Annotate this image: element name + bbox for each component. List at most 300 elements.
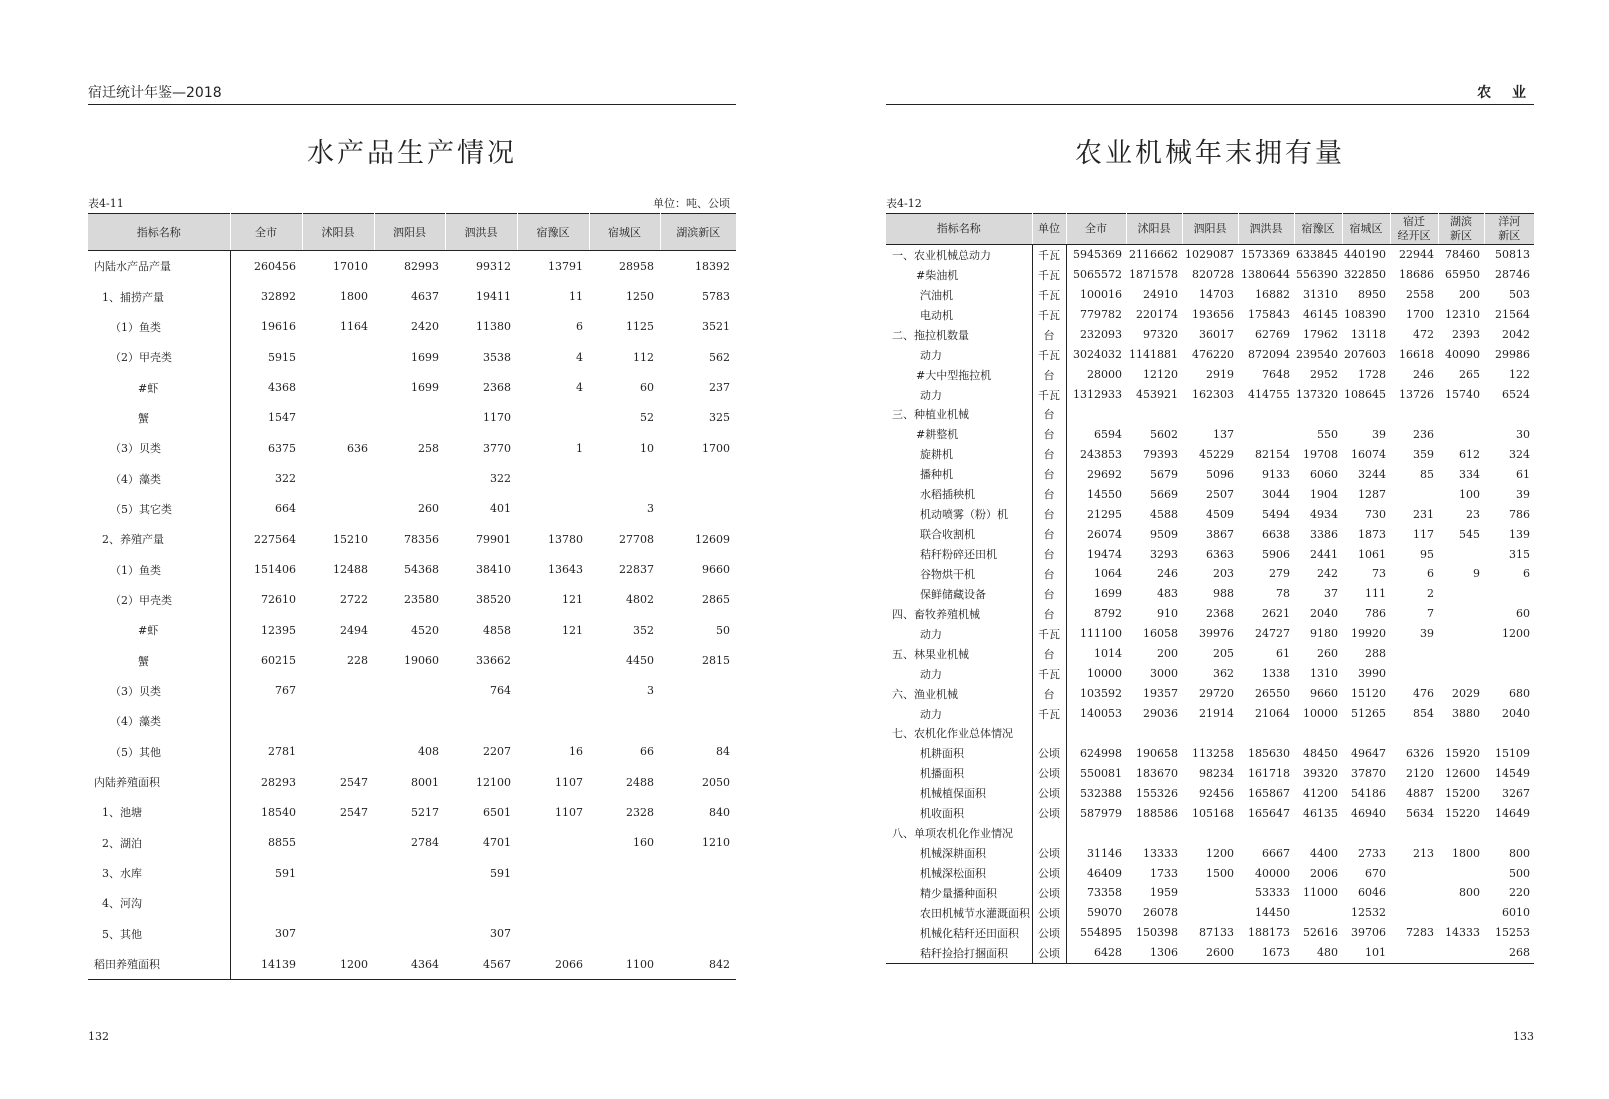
table-row: [886, 245, 1534, 265]
cell-value: 307: [490, 927, 511, 941]
row-label: 三、种植业机械: [886, 405, 1032, 425]
cell-value: 2815: [702, 654, 730, 668]
table-row: [88, 342, 736, 372]
table-header-row: [88, 214, 736, 251]
row-label: 水稻插秧机: [886, 484, 1032, 504]
cell-value: 122: [1509, 368, 1530, 382]
cell-value: [302, 706, 374, 736]
cell-value: 2116662: [1129, 248, 1178, 262]
table-row: [886, 943, 1534, 963]
cell-value: 5634: [1406, 806, 1434, 820]
row-label: （1）鱼类: [88, 312, 230, 342]
cell-value: 101: [1342, 943, 1390, 963]
row-label: 动力: [886, 664, 1032, 684]
cell-value: 10000: [1087, 667, 1122, 681]
cell-value: 260456: [254, 259, 296, 273]
cell-value: 112: [633, 350, 654, 364]
cell-value: 21295: [1087, 507, 1122, 521]
cell-value: [660, 463, 736, 493]
cell-value: 246: [1413, 368, 1434, 382]
cell-value: 3990: [1358, 667, 1386, 681]
cell-value: 220174: [1136, 308, 1178, 322]
cell-value: 4368: [268, 381, 296, 395]
cell-value: [1066, 823, 1126, 843]
cell-value: [660, 919, 736, 949]
cell-value: [302, 463, 374, 493]
cell-value: 37870: [1351, 766, 1386, 780]
cell-value: 213: [1413, 846, 1434, 860]
cell-value: [1438, 544, 1484, 564]
row-label: 4、河沟: [88, 888, 230, 918]
cell-value: 988: [1213, 587, 1234, 601]
cell-value: 414755: [1248, 388, 1290, 402]
cell-value: [660, 706, 736, 736]
table-row: [88, 828, 736, 858]
table-row: [88, 251, 736, 282]
cell-value: 453921: [1136, 388, 1178, 402]
cell-value: [1126, 823, 1182, 843]
row-label: 二、拖拉机数量: [886, 325, 1032, 345]
table-row: [886, 305, 1534, 325]
cell-value: 65950: [1445, 268, 1480, 282]
cell-value: 59070: [1087, 906, 1122, 920]
running-header: 宿迁统计年鉴—2018: [88, 84, 736, 105]
cell-value: 12600: [1445, 766, 1480, 780]
cell-value: 2: [1427, 587, 1434, 601]
cell-value: 6375: [268, 441, 296, 455]
cell-value: 12609: [695, 532, 730, 546]
cell-value: [1390, 644, 1438, 664]
agricultural-machinery-table: [886, 213, 1534, 964]
cell-value: 185630: [1248, 746, 1290, 760]
cell-value: 854: [1413, 707, 1434, 721]
cell-value: 161718: [1248, 766, 1290, 780]
cell-value: 2547: [340, 805, 368, 819]
row-label: 一、农业机械总动力: [886, 245, 1032, 265]
cell-value: 11: [569, 290, 583, 304]
cell-value: 6060: [1310, 467, 1338, 481]
cell-value: 27708: [619, 532, 654, 546]
cell-value: 232093: [1080, 328, 1122, 342]
cell-value: 2207: [483, 745, 511, 759]
cell-value: 2865: [702, 593, 730, 607]
table-row: [886, 624, 1534, 644]
cell-value: [1390, 484, 1438, 504]
cell-value: 767: [275, 684, 296, 698]
cell-value: 779782: [1080, 308, 1122, 322]
cell-value: 103592: [1080, 687, 1122, 701]
cell-value: 21914: [1199, 707, 1234, 721]
cell-value: 60: [640, 381, 654, 395]
cell-value: 2420: [411, 320, 439, 334]
table-row: [886, 704, 1534, 724]
unit-cell: 台: [1032, 444, 1066, 464]
row-label: 播种机: [886, 464, 1032, 484]
cell-value: 3521: [702, 320, 730, 334]
cell-value: 15120: [1351, 687, 1386, 701]
cell-value: 38520: [476, 593, 511, 607]
cell-value: 97320: [1143, 328, 1178, 342]
cell-value: 12100: [476, 775, 511, 789]
cell-value: 239540: [1296, 348, 1338, 362]
cell-value: 5217: [411, 805, 439, 819]
cell-value: 52: [640, 411, 654, 425]
cell-value: 46135: [1303, 806, 1338, 820]
cell-value: 5602: [1150, 427, 1178, 441]
row-label: 精少量播种面积: [886, 883, 1032, 903]
cell-value: 2919: [1206, 368, 1234, 382]
table-row: [88, 312, 736, 342]
table-row: [88, 676, 736, 706]
cell-value: 23: [1466, 507, 1480, 521]
cell-value: 140053: [1080, 707, 1122, 721]
cell-value: [374, 463, 445, 493]
row-label: （5）其它类: [88, 494, 230, 524]
cell-value: 2600: [1182, 943, 1238, 963]
cell-value: 322850: [1344, 268, 1386, 282]
row-label: （4）藻类: [88, 706, 230, 736]
cell-value: 3538: [483, 350, 511, 364]
cell-value: 3386: [1310, 527, 1338, 541]
column-header: 沭阳县: [302, 214, 374, 251]
unit-cell: 台: [1032, 424, 1066, 444]
cell-value: 16074: [1351, 447, 1386, 461]
cell-value: 1100: [589, 949, 660, 980]
table-row: [886, 604, 1534, 624]
cell-value: [1126, 724, 1182, 744]
cell-value: 1125: [626, 320, 654, 334]
cell-value: [1294, 724, 1342, 744]
row-label: （3）贝类: [88, 676, 230, 706]
cell-value: [1484, 584, 1534, 604]
table-row: [886, 345, 1534, 365]
row-label: 5、其他: [88, 919, 230, 949]
unit-cell: 公顷: [1032, 763, 1066, 783]
row-label: 内陆水产品产量: [88, 251, 230, 282]
unit-cell: 台: [1032, 484, 1066, 504]
cell-value: 73: [1372, 567, 1386, 581]
unit-cell: 公顷: [1032, 903, 1066, 923]
unit-cell: 台: [1032, 604, 1066, 624]
cell-value: 60: [1516, 607, 1530, 621]
cell-value: 1380644: [1241, 268, 1290, 282]
row-label: 机械深耕面积: [886, 843, 1032, 863]
column-header: 洋河 新区: [1484, 214, 1534, 245]
cell-value: 14649: [1495, 806, 1530, 820]
row-label: #耕整机: [886, 424, 1032, 444]
row-label: 谷物烘干机: [886, 564, 1032, 584]
cell-value: 670: [1365, 866, 1386, 880]
cell-value: [517, 645, 589, 675]
cell-value: 2029: [1452, 687, 1480, 701]
page-number: 132: [88, 1030, 109, 1043]
cell-value: 15920: [1445, 746, 1480, 760]
cell-value: 165647: [1248, 806, 1290, 820]
cell-value: 29720: [1199, 687, 1234, 701]
cell-value: 307: [275, 927, 296, 941]
unit-cell: 台: [1032, 544, 1066, 564]
row-label: 动力: [886, 385, 1032, 405]
cell-value: 11000: [1303, 886, 1338, 900]
table-row: [88, 433, 736, 463]
cell-value: 4802: [626, 593, 654, 607]
cell-value: 108645: [1344, 388, 1386, 402]
column-header: 全市: [1066, 214, 1126, 245]
cell-value: [302, 494, 374, 524]
cell-value: 408: [418, 745, 439, 759]
cell-value: 105168: [1192, 806, 1234, 820]
cell-value: 39320: [1303, 766, 1338, 780]
cell-value: 45229: [1199, 447, 1234, 461]
cell-value: 28958: [619, 259, 654, 273]
cell-value: 100016: [1080, 288, 1122, 302]
cell-value: [1484, 724, 1534, 744]
cell-value: 137320: [1296, 388, 1338, 402]
unit-cell: 台: [1032, 684, 1066, 704]
cell-value: 1733: [1150, 866, 1178, 880]
cell-value: 324: [1509, 447, 1530, 461]
cell-value: 79901: [476, 532, 511, 546]
table-row: [886, 385, 1534, 405]
cell-value: 1107: [555, 805, 583, 819]
cell-value: 46409: [1087, 866, 1122, 880]
cell-value: [445, 706, 517, 736]
cell-value: 545: [1459, 527, 1480, 541]
cell-value: 78: [1276, 587, 1290, 601]
table-row: [88, 767, 736, 797]
cell-value: 82993: [404, 259, 439, 273]
cell-value: 4364: [374, 949, 445, 980]
cell-value: 12120: [1143, 368, 1178, 382]
column-header: 沭阳县: [1126, 214, 1182, 245]
cell-value: 2393: [1452, 328, 1480, 342]
cell-value: 205: [1213, 647, 1234, 661]
row-label: 动力: [886, 704, 1032, 724]
cell-value: 1904: [1310, 487, 1338, 501]
cell-value: 100: [1459, 487, 1480, 501]
cell-value: 6638: [1262, 527, 1290, 541]
unit-cell: 千瓦: [1032, 345, 1066, 365]
cell-value: [1438, 724, 1484, 744]
cell-value: 2368: [1206, 607, 1234, 621]
column-header: 单位: [1032, 214, 1066, 245]
table-row: [88, 706, 736, 736]
table-row: [886, 444, 1534, 464]
cell-value: 664: [275, 502, 296, 516]
cell-value: [1484, 664, 1534, 684]
page-number: 133: [1513, 1030, 1534, 1043]
unit-cell: 台: [1032, 504, 1066, 524]
cell-value: 14333: [1445, 926, 1480, 940]
cell-value: 359: [1413, 447, 1434, 461]
cell-value: 6: [1427, 567, 1434, 581]
cell-value: 23580: [404, 593, 439, 607]
cell-value: [374, 403, 445, 433]
cell-value: [1126, 405, 1182, 425]
row-label: 1、池塘: [88, 797, 230, 827]
cell-value: 5679: [1150, 467, 1178, 481]
page-title: 农业机械年末拥有量: [1075, 138, 1345, 169]
cell-value: 228: [347, 654, 368, 668]
cell-value: 820728: [1192, 268, 1234, 282]
row-label: （5）其他: [88, 737, 230, 767]
row-label: #大中型拖拉机: [886, 365, 1032, 385]
cell-value: 4: [576, 350, 583, 364]
unit-cell: 千瓦: [1032, 245, 1066, 265]
cell-value: 842: [660, 949, 736, 980]
table-row: [886, 803, 1534, 823]
cell-value: 2781: [268, 745, 296, 759]
cell-value: 3: [647, 684, 654, 698]
cell-value: 6428: [1066, 943, 1126, 963]
unit-cell: [1032, 823, 1066, 843]
cell-value: [589, 463, 660, 493]
table-row: [88, 524, 736, 554]
cell-value: [1390, 664, 1438, 684]
cell-value: 1338: [1262, 667, 1290, 681]
cell-value: 12310: [1445, 308, 1480, 322]
cell-value: 800: [1459, 886, 1480, 900]
cell-value: [1438, 903, 1484, 923]
cell-value: [374, 706, 445, 736]
cell-value: [1182, 823, 1238, 843]
cell-value: [1294, 405, 1342, 425]
cell-value: 800: [1509, 846, 1530, 860]
cell-value: 4450: [626, 654, 654, 668]
unit-cell: 千瓦: [1032, 385, 1066, 405]
cell-value: 258: [418, 441, 439, 455]
table-row: [88, 554, 736, 584]
cell-value: 26550: [1255, 687, 1290, 701]
cell-value: [1484, 405, 1534, 425]
cell-value: 260: [418, 502, 439, 516]
row-label: 五、林果业机械: [886, 644, 1032, 664]
cell-value: [517, 858, 589, 888]
cell-value: 32892: [261, 290, 296, 304]
cell-value: 591: [490, 866, 511, 880]
table-row: [886, 464, 1534, 484]
cell-value: 28000: [1087, 368, 1122, 382]
unit-cell: 公顷: [1032, 843, 1066, 863]
row-label: 机播面积: [886, 763, 1032, 783]
table-row: [88, 372, 736, 402]
cell-value: [1342, 724, 1390, 744]
cell-value: 10000: [1303, 707, 1338, 721]
cell-value: [660, 888, 736, 918]
cell-value: 1312933: [1073, 388, 1122, 402]
cell-value: 1800: [1452, 846, 1480, 860]
table-row: [886, 365, 1534, 385]
column-header: 宿城区: [1342, 214, 1390, 245]
cell-value: [517, 494, 589, 524]
table-row: [886, 484, 1534, 504]
cell-value: 8792: [1094, 607, 1122, 621]
cell-value: 562: [709, 350, 730, 364]
cell-value: 636: [347, 441, 368, 455]
table-row: [886, 743, 1534, 763]
cell-value: 73358: [1087, 886, 1122, 900]
unit-cell: 台: [1032, 524, 1066, 544]
column-header: 泗阳县: [1182, 214, 1238, 245]
cell-value: 52616: [1303, 926, 1338, 940]
cell-value: 1699: [1094, 587, 1122, 601]
cell-value: 188173: [1248, 926, 1290, 940]
cell-value: 16: [569, 745, 583, 759]
unit-cell: 台: [1032, 584, 1066, 604]
cell-value: 1014: [1094, 647, 1122, 661]
cell-value: [1342, 405, 1390, 425]
cell-value: 121: [562, 593, 583, 607]
cell-value: 4701: [483, 836, 511, 850]
cell-value: 1210: [702, 836, 730, 850]
cell-value: 19920: [1351, 627, 1386, 641]
cell-value: 612: [1459, 447, 1480, 461]
cell-value: [1182, 883, 1238, 903]
row-label: 稻田养殖面积: [88, 949, 230, 980]
cell-value: 6: [1523, 567, 1530, 581]
cell-value: [517, 403, 589, 433]
cell-value: 54186: [1351, 786, 1386, 800]
cell-value: 322: [490, 472, 511, 486]
cell-value: 3244: [1358, 467, 1386, 481]
cell-value: 4567: [445, 949, 517, 980]
row-label: #柴油机: [886, 265, 1032, 285]
cell-value: 24727: [1255, 627, 1290, 641]
table-row: [886, 544, 1534, 564]
cell-value: 22944: [1399, 248, 1434, 262]
cell-value: 237: [709, 381, 730, 395]
cell-value: [230, 888, 302, 918]
cell-value: [660, 858, 736, 888]
cell-value: [1390, 823, 1438, 843]
cell-value: 5915: [268, 350, 296, 364]
row-label: 机械化秸秆还田面积: [886, 923, 1032, 943]
row-label: 电动机: [886, 305, 1032, 325]
row-label: （4）藻类: [88, 463, 230, 493]
cell-value: 53333: [1255, 886, 1290, 900]
cell-value: 111: [1365, 587, 1386, 601]
cell-value: 113258: [1192, 746, 1234, 760]
row-label: （2）甲壳类: [88, 585, 230, 615]
cell-value: 19708: [1303, 447, 1338, 461]
row-label: 机械植保面积: [886, 783, 1032, 803]
cell-value: 2120: [1406, 766, 1434, 780]
cell-value: 2040: [1502, 707, 1530, 721]
cell-value: 3267: [1502, 786, 1530, 800]
column-header: 湖滨 新区: [1438, 214, 1484, 245]
cell-value: 220: [1509, 886, 1530, 900]
cell-value: 1164: [340, 320, 368, 334]
cell-value: [1438, 584, 1484, 604]
cell-value: 151406: [254, 563, 296, 577]
cell-value: 242: [1317, 567, 1338, 581]
cell-value: [517, 463, 589, 493]
cell-value: 82154: [1255, 447, 1290, 461]
cell-value: 591: [275, 866, 296, 880]
row-label: 1、捕捞产量: [88, 281, 230, 311]
cell-value: 38410: [476, 563, 511, 577]
cell-value: 14549: [1495, 766, 1530, 780]
cell-value: 13118: [1351, 328, 1386, 342]
unit-cell: 台: [1032, 644, 1066, 664]
cell-value: 268: [1484, 943, 1534, 963]
cell-value: 16058: [1143, 627, 1178, 641]
cell-value: 39: [1516, 487, 1530, 501]
cell-value: 203: [1213, 567, 1234, 581]
cell-value: 362: [1213, 667, 1234, 681]
cell-value: 17010: [333, 259, 368, 273]
cell-value: 15109: [1495, 746, 1530, 760]
